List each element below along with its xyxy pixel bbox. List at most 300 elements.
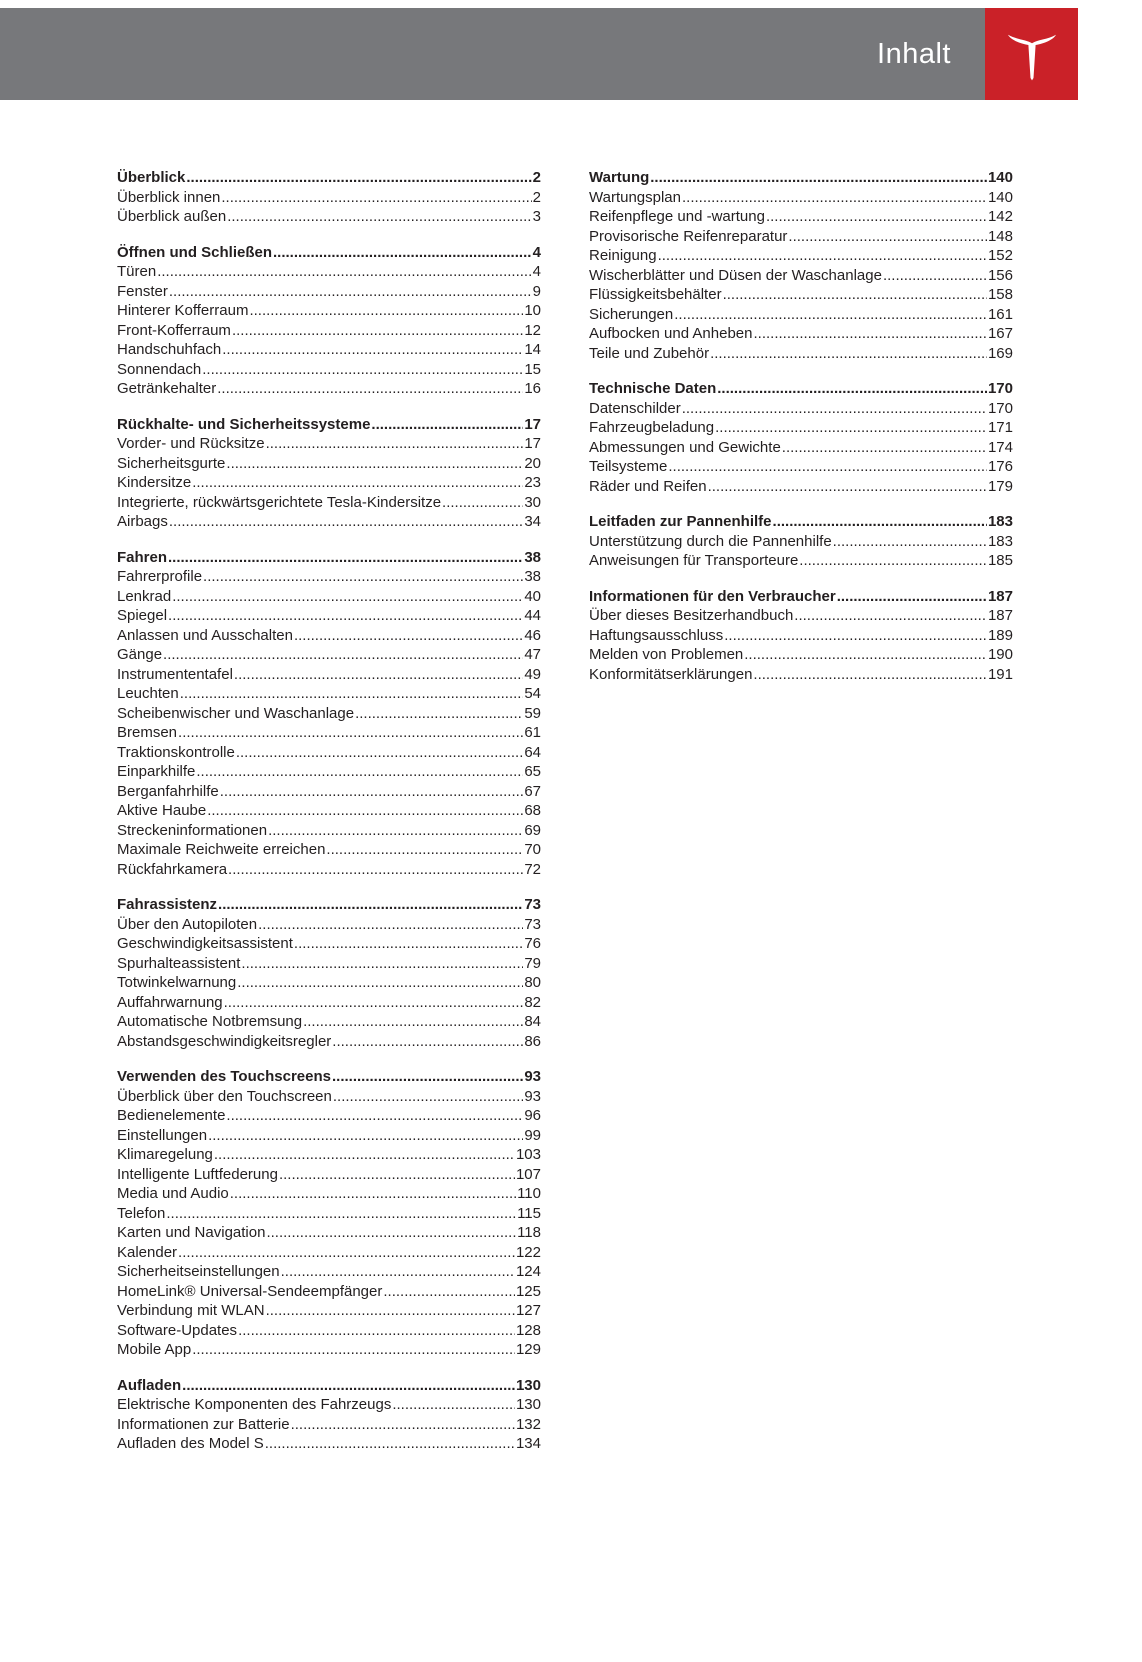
toc-entry-page: 23	[524, 474, 541, 491]
toc-entry	[117, 1434, 541, 1454]
toc-entry-page: 68	[524, 802, 541, 819]
toc-entry-label: Teile und Zubehör	[589, 344, 710, 362]
toc-entry	[117, 454, 541, 474]
toc-entry-label: Spurhalteassistent	[117, 954, 241, 972]
dot-leader	[166, 1204, 516, 1224]
toc-section-heading	[589, 587, 1013, 607]
toc-entry-label: Streckeninformationen	[117, 821, 268, 839]
toc-entry-label: Reinigung	[589, 247, 657, 264]
toc-entry-page: 179	[987, 477, 1013, 495]
toc-entry-page: 118	[517, 1224, 541, 1241]
toc-entry-label: Bremsen	[117, 724, 178, 741]
toc-entry	[117, 360, 541, 380]
dot-leader	[883, 266, 987, 286]
toc-entry-label: Leuchten	[117, 685, 179, 702]
toc-entry-page: 103	[515, 1146, 541, 1163]
toc-entry-label: Anweisungen für Transporteure	[589, 552, 799, 569]
toc-entry-label: Provisorische Reifenreparatur	[589, 227, 788, 245]
dot-leader	[773, 512, 987, 532]
dot-leader	[708, 477, 987, 497]
toc-entry	[117, 512, 541, 532]
toc-entry-label: Abstandsgeschwindigkeitsregler	[117, 1032, 332, 1050]
toc-entry-label: Lenkrad	[117, 587, 172, 605]
toc-section-heading	[117, 895, 541, 915]
toc-entry-label: Rückhalte- und Sicherheitssysteme	[117, 415, 371, 433]
toc-entry	[117, 301, 541, 321]
toc-entry-page: 4	[532, 263, 541, 280]
toc-entry	[589, 344, 1013, 364]
toc-entry-page: 158	[987, 286, 1013, 303]
toc-entry	[117, 1282, 541, 1302]
toc-entry	[589, 285, 1013, 305]
dot-leader	[169, 512, 523, 532]
dot-leader	[833, 532, 987, 552]
dot-leader	[799, 551, 987, 571]
toc-entry-label: Aufbocken und Anheben	[589, 325, 753, 342]
dot-leader	[182, 1376, 515, 1396]
toc-entry-page: 15	[524, 360, 541, 378]
dot-leader	[232, 321, 523, 341]
toc-entry-page: 167	[987, 325, 1013, 342]
toc-entry-label: Karten und Navigation	[117, 1224, 266, 1241]
dot-leader	[674, 305, 987, 325]
toc-entry-label: Wartungsplan	[589, 188, 681, 206]
dot-leader	[333, 1087, 523, 1107]
toc-entry	[117, 665, 541, 685]
toc-entry-page: 64	[524, 743, 541, 761]
toc-entry	[117, 493, 541, 513]
dot-leader	[782, 438, 987, 458]
toc-entry-label: Intelligente Luftfederung	[117, 1165, 278, 1183]
toc-entry	[117, 645, 541, 665]
toc-entry-page: 4	[532, 243, 541, 261]
toc-section-heading	[117, 168, 541, 188]
dot-leader	[224, 993, 524, 1013]
toc-section	[117, 415, 541, 532]
toc-entry-label: Scheibenwischer und Waschanlage	[117, 704, 355, 722]
dot-leader	[208, 1126, 523, 1146]
toc-entry-page: 80	[524, 974, 541, 991]
dot-leader	[157, 262, 531, 282]
toc-entry-page: 70	[524, 841, 541, 858]
toc-entry-page: 107	[515, 1165, 541, 1183]
toc-entry-page: 174	[987, 438, 1013, 456]
toc-entry	[589, 188, 1013, 208]
toc-entry	[117, 1340, 541, 1360]
dot-leader	[682, 188, 987, 208]
toc-section-heading	[589, 379, 1013, 399]
toc-entry-label: Sicherheitseinstellungen	[117, 1263, 280, 1280]
dot-leader	[724, 626, 987, 646]
toc-entry-label: Überblick außen	[117, 208, 227, 225]
toc-section-heading	[589, 512, 1013, 532]
toc-entry-label: Abmessungen und Gewichte	[589, 438, 781, 456]
dot-leader	[214, 1145, 515, 1165]
toc-entry	[589, 438, 1013, 458]
toc-entry-page: 93	[524, 1087, 541, 1105]
toc-entry	[117, 782, 541, 802]
dot-leader	[766, 207, 987, 227]
page-header	[0, 8, 1142, 100]
toc-entry-label: Aufladen des Model S	[117, 1435, 264, 1452]
toc-entry	[589, 266, 1013, 286]
dot-leader	[222, 340, 523, 360]
dot-leader	[291, 1415, 515, 1435]
toc-entry	[117, 473, 541, 493]
dot-leader	[178, 1243, 515, 1263]
toc-entry	[589, 324, 1013, 344]
toc-section	[117, 548, 541, 880]
toc-entry-page: 161	[987, 305, 1013, 323]
toc-entry-label: Totwinkelwarnung	[117, 974, 237, 991]
dot-leader	[234, 665, 523, 685]
dot-leader	[192, 473, 523, 493]
dot-leader	[202, 360, 523, 380]
toc-entry	[117, 1243, 541, 1263]
dot-leader	[196, 762, 523, 782]
toc-entry	[589, 665, 1013, 685]
toc-entry-page: 152	[987, 247, 1013, 264]
toc-entry-page: 73	[524, 915, 541, 933]
toc-entry-page: 47	[524, 646, 541, 663]
toc-entry-label: Verwenden des Touchscreens	[117, 1068, 331, 1085]
toc-entry	[117, 762, 541, 782]
dot-leader	[668, 457, 987, 477]
dot-leader	[837, 587, 987, 607]
dot-leader	[715, 418, 987, 438]
toc-entry-page: 17	[524, 435, 541, 452]
toc-entry	[589, 227, 1013, 247]
toc-entry-page: 183	[987, 532, 1013, 550]
toc-entry-label: Front-Kofferraum	[117, 321, 231, 339]
toc-entry	[117, 934, 541, 954]
dot-leader	[717, 379, 987, 399]
toc-entry-label: Sicherheitsgurte	[117, 454, 226, 472]
toc-entry-page: 59	[524, 704, 541, 722]
dot-leader	[241, 954, 523, 974]
dot-leader	[207, 801, 523, 821]
toc-section-heading	[117, 1376, 541, 1396]
toc-entry	[589, 606, 1013, 626]
toc-entry	[589, 418, 1013, 438]
toc-entry-page: 125	[515, 1282, 541, 1300]
toc-entry	[117, 1012, 541, 1032]
toc-entry	[117, 704, 541, 724]
toc-entry-page: 10	[524, 302, 541, 319]
toc-entry-page: 130	[515, 1376, 541, 1394]
toc-entry-page: 84	[524, 1013, 541, 1030]
toc-entry	[117, 1145, 541, 1165]
toc-entry-page: 54	[524, 685, 541, 702]
toc-entry-label: Geschwindigkeitsassistent	[117, 935, 293, 952]
toc-entry-page: 122	[515, 1243, 541, 1261]
toc-entry-page: 72	[524, 860, 541, 878]
toc-entry	[117, 1301, 541, 1321]
toc-entry-page: 76	[524, 935, 541, 952]
dot-leader	[383, 1282, 515, 1302]
toc-section	[117, 168, 541, 227]
dot-leader	[273, 243, 532, 263]
dot-leader	[294, 626, 523, 646]
toc-entry	[589, 399, 1013, 419]
tesla-t-icon	[1002, 23, 1062, 85]
dot-leader	[279, 1165, 515, 1185]
toc-entry-label: Überblick	[117, 169, 186, 186]
dot-leader	[281, 1262, 515, 1282]
dot-leader	[355, 704, 523, 724]
toc-entry	[117, 340, 541, 360]
dot-leader	[169, 282, 532, 302]
toc-entry-label: Klimaregelung	[117, 1146, 213, 1163]
toc-entry-page: 67	[524, 782, 541, 800]
toc-section	[589, 512, 1013, 571]
toc-entry-label: Haftungsausschluss	[589, 626, 724, 644]
toc-entry-page: 185	[987, 552, 1013, 569]
toc-entry	[117, 684, 541, 704]
toc-entry-label: HomeLink® Universal-Sendeempfänger	[117, 1282, 383, 1300]
toc-entry-page: 128	[515, 1321, 541, 1339]
dot-leader	[168, 548, 523, 568]
toc-entry	[117, 801, 541, 821]
toc-entry	[117, 626, 541, 646]
toc-entry	[117, 973, 541, 993]
toc-entry-label: Auffahrwarnung	[117, 993, 223, 1011]
toc-entry	[117, 821, 541, 841]
toc-entry-page: 129	[515, 1341, 541, 1358]
toc-entry-page: 82	[524, 993, 541, 1011]
dot-leader	[753, 665, 987, 685]
toc-entry-label: Kindersitze	[117, 474, 192, 491]
toc-section	[589, 168, 1013, 363]
toc-entry-label: Instrumententafel	[117, 665, 233, 683]
toc-entry	[117, 434, 541, 454]
dot-leader	[268, 821, 523, 841]
toc-entry-label: Verbindung mit WLAN	[117, 1302, 265, 1319]
toc-section	[589, 587, 1013, 685]
dot-leader	[228, 860, 523, 880]
dot-leader	[218, 895, 523, 915]
toc-entry-page: 93	[524, 1068, 541, 1085]
dot-leader	[794, 606, 987, 626]
table-of-contents	[117, 168, 1142, 1470]
toc-entry-page: 17	[524, 415, 541, 433]
toc-entry-page: 16	[524, 380, 541, 397]
toc-entry-page: 169	[987, 344, 1013, 362]
toc-entry-label: Bedienelemente	[117, 1107, 226, 1124]
toc-entry	[117, 567, 541, 587]
toc-entry-page: 140	[987, 169, 1013, 186]
toc-entry	[117, 723, 541, 743]
toc-entry-page: 140	[987, 188, 1013, 206]
toc-entry-label: Elektrische Komponenten des Fahrzeugs	[117, 1396, 392, 1413]
toc-entry	[589, 477, 1013, 497]
dot-leader	[230, 1184, 516, 1204]
toc-entry-page: 156	[987, 266, 1013, 284]
toc-entry	[117, 954, 541, 974]
toc-entry-page: 127	[515, 1302, 541, 1319]
dot-leader	[217, 379, 523, 399]
dot-leader	[266, 1223, 516, 1243]
toc-entry	[117, 1126, 541, 1146]
toc-entry	[117, 587, 541, 607]
toc-entry-page: 49	[524, 665, 541, 683]
toc-entry	[589, 645, 1013, 665]
toc-entry-label: Media und Audio	[117, 1185, 229, 1202]
toc-section-heading	[117, 415, 541, 435]
toc-entry	[589, 246, 1013, 266]
toc-entry	[117, 1415, 541, 1435]
toc-entry	[117, 1204, 541, 1224]
toc-entry	[117, 262, 541, 282]
toc-entry-label: Mobile App	[117, 1341, 192, 1358]
toc-entry-label: Fahrassistenz	[117, 896, 218, 913]
toc-entry-page: 170	[987, 380, 1013, 397]
toc-entry-page: 171	[987, 419, 1013, 436]
dot-leader	[265, 1434, 515, 1454]
toc-entry	[117, 860, 541, 880]
toc-entry	[117, 188, 541, 208]
dot-leader	[658, 246, 987, 266]
toc-entry-page: 38	[524, 568, 541, 585]
toc-entry-page: 65	[524, 763, 541, 780]
dot-leader	[744, 645, 987, 665]
dot-leader	[266, 1301, 515, 1321]
toc-entry-label: Konformitätserklärungen	[589, 665, 753, 683]
dot-leader	[192, 1340, 515, 1360]
toc-entry-label: Wartung	[589, 169, 650, 186]
dot-leader	[723, 285, 987, 305]
dot-leader	[186, 168, 531, 188]
toc-section-heading	[589, 168, 1013, 188]
toc-entry-page: 79	[524, 954, 541, 972]
toc-entry	[117, 1395, 541, 1415]
page-title: Inhalt	[877, 37, 951, 70]
toc-entry-page: 61	[524, 724, 541, 741]
toc-entry-label: Unterstützung durch die Pannenhilfe	[589, 532, 832, 550]
toc-entry-page: 69	[524, 821, 541, 839]
toc-entry-label: Melden von Problemen	[589, 646, 744, 663]
toc-entry-page: 2	[532, 188, 541, 206]
toc-entry	[117, 1106, 541, 1126]
dot-leader	[650, 168, 987, 188]
toc-entry	[589, 551, 1013, 571]
dot-leader	[238, 1321, 515, 1341]
toc-entry-label: Maximale Reichweite erreichen	[117, 841, 326, 858]
toc-entry-label: Sicherungen	[589, 305, 674, 323]
header-bar	[0, 8, 985, 100]
dot-leader	[326, 840, 523, 860]
toc-entry-label: Handschuhfach	[117, 341, 222, 358]
toc-entry-page: 132	[515, 1415, 541, 1433]
toc-entry-page: 170	[987, 399, 1013, 417]
toc-entry-page: 190	[987, 646, 1013, 663]
toc-entry-label: Einstellungen	[117, 1126, 208, 1144]
toc-entry	[117, 840, 541, 860]
toc-entry-page: 130	[515, 1396, 541, 1413]
toc-entry-label: Leitfaden zur Pannenhilfe	[589, 513, 772, 530]
toc-entry-label: Software-Updates	[117, 1321, 238, 1339]
dot-leader	[172, 587, 523, 607]
toc-entry-label: Einparkhilfe	[117, 763, 196, 780]
toc-entry-label: Automatische Notbremsung	[117, 1013, 303, 1030]
toc-entry-page: 38	[524, 548, 541, 566]
tesla-logo	[985, 8, 1078, 100]
dot-leader	[332, 1032, 523, 1052]
toc-section-heading	[117, 1067, 541, 1087]
toc-entry-page: 34	[524, 513, 541, 530]
toc-entry-page: 30	[524, 493, 541, 511]
toc-entry-label: Öffnen und Schließen	[117, 243, 273, 261]
toc-entry	[117, 1087, 541, 1107]
toc-entry-label: Fahrerprofile	[117, 568, 203, 585]
toc-entry-label: Traktionskontrolle	[117, 743, 235, 761]
toc-entry-label: Fahren	[117, 548, 168, 566]
toc-entry-label: Flüssigkeitsbehälter	[589, 286, 722, 303]
dot-leader	[332, 1067, 523, 1087]
dot-leader	[180, 684, 524, 704]
toc-section-heading	[117, 548, 541, 568]
toc-entry-page: 99	[524, 1126, 541, 1144]
toc-entry-label: Informationen für den Verbraucher	[589, 587, 836, 605]
toc-entry-label: Getränkehalter	[117, 380, 217, 397]
dot-leader	[294, 934, 523, 954]
dot-leader	[220, 782, 524, 802]
dot-leader	[203, 567, 523, 587]
toc-entry-label: Anlassen und Ausschalten	[117, 626, 293, 644]
toc-entry-page: 187	[987, 587, 1013, 605]
toc-entry	[117, 282, 541, 302]
toc-entry-page: 142	[987, 208, 1013, 225]
dot-leader	[392, 1395, 515, 1415]
dot-leader	[237, 973, 523, 993]
toc-entry	[117, 1184, 541, 1204]
toc-entry-label: Technische Daten	[589, 380, 717, 397]
toc-entry-label: Aktive Haube	[117, 802, 207, 819]
dot-leader	[266, 434, 524, 454]
toc-entry	[117, 915, 541, 935]
toc-entry-label: Teilsysteme	[589, 458, 668, 475]
dot-leader	[236, 743, 523, 763]
toc-section-heading	[117, 243, 541, 263]
toc-entry-page: 189	[987, 626, 1013, 644]
toc-section	[117, 1067, 541, 1360]
dot-leader	[221, 188, 531, 208]
toc-entry-page: 96	[524, 1107, 541, 1124]
toc-entry-page: 44	[524, 607, 541, 624]
toc-entry-page: 124	[515, 1263, 541, 1280]
dot-leader	[371, 415, 523, 435]
dot-leader	[163, 645, 523, 665]
dot-leader	[788, 227, 987, 247]
toc-entry-label: Räder und Reifen	[589, 477, 707, 495]
toc-column-left	[117, 168, 541, 1470]
toc-section	[589, 379, 1013, 496]
dot-leader	[442, 493, 523, 513]
toc-entry-page: 2	[532, 169, 541, 186]
dot-leader	[303, 1012, 523, 1032]
toc-entry-label: Kalender	[117, 1243, 178, 1261]
toc-entry-page: 9	[532, 282, 541, 300]
toc-entry-label: Hinterer Kofferraum	[117, 302, 249, 319]
toc-entry-label: Überblick über den Touchscreen	[117, 1087, 332, 1105]
dot-leader	[226, 454, 523, 474]
toc-entry	[117, 1223, 541, 1243]
toc-section	[117, 1376, 541, 1454]
toc-entry-label: Berganfahrhilfe	[117, 782, 219, 800]
toc-entry-page: 176	[987, 458, 1013, 475]
toc-entry-label: Fahrzeugbeladung	[589, 419, 715, 436]
toc-column-right	[589, 168, 1013, 1470]
